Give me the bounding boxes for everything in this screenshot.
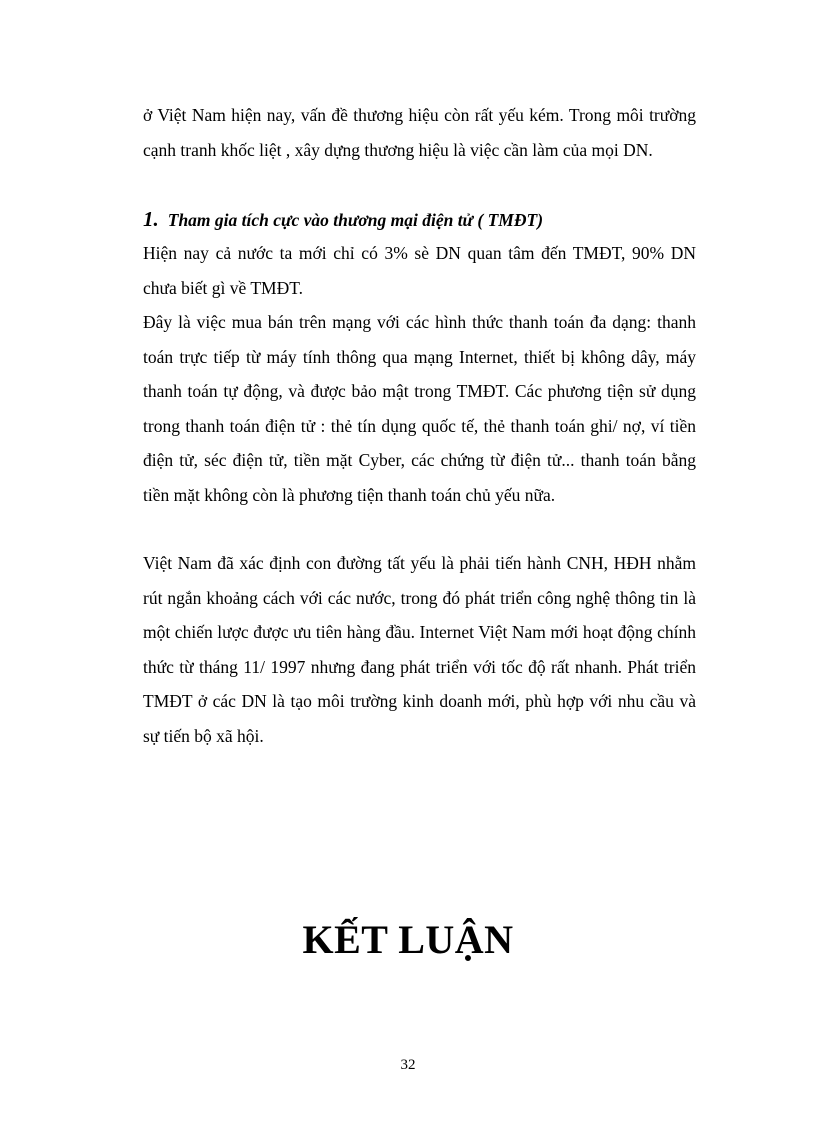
paragraph-intro: ở Việt Nam hiện nay, vấn đề thương hiệu còn rất yếu kém. Trong môi trường cạnh tranh khốc liệt , xây dựng thương hiệu là việc cần làm của mọi DN. bbox=[143, 105, 696, 160]
section-title: Tham gia tích cực vào thương mại điện tử ( TMĐT) bbox=[167, 210, 544, 230]
paragraph-definition: Đây là việc mua bán trên mạng với các hình thức thanh toán đa dạng: thanh toán trực tiếp từ máy tính thông qua mạng Internet, thiết bị không dây, máy thanh toán tự động, và được bảo mật trong TMĐT. Các phương tiện sử dụng trong thanh toán điện tử : thẻ tín dụng quốc tế, thẻ thanh toán ghi/ nợ, ví tiền điện tử, séc điện tử, tiền mặt Cyber, các chứng từ điện tử... thanh toán bằng tiền mặt không còn là phương tiện thanh toán chủ yếu nữa. bbox=[143, 312, 696, 505]
paragraph-vietnam: Việt Nam đã xác định con đường tất yếu là phải tiến hành CNH, HĐH nhằm rút ngắn khoảng cách với các nước, trong đó phát triển công nghệ thông tin là một chiến lược được ưu tiên hàng đầu. Internet Việt Nam mới hoạt động chính thức từ tháng 11/ 1997 nhưng đang phát triển với tốc độ rất nhanh. Phát triển TMĐT ở các DN là tạo môi trường kinh doanh mới, phù hợp với nhu cầu và sự tiến bộ xã hội. bbox=[143, 553, 696, 746]
conclusion-title: KẾT LUẬN bbox=[302, 917, 514, 962]
page-number: 32 bbox=[400, 1057, 416, 1073]
section-heading bbox=[143, 202, 703, 237]
section-number: 1. bbox=[143, 207, 159, 231]
paragraph-stats: Hiện nay cả nước ta mới chỉ có 3% sè DN quan tâm đến TMĐT, 90% DN chưa biết gì về TMĐT. bbox=[143, 243, 696, 298]
